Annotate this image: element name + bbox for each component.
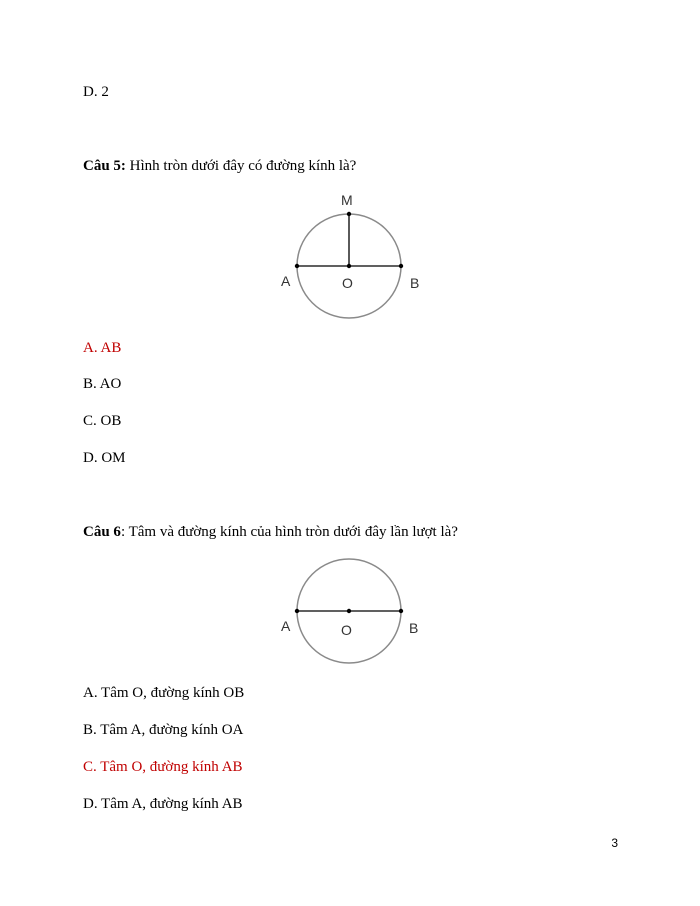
- q6-option-a: A. Tâm O, đường kính OB: [83, 685, 245, 701]
- q5-option-c: C. OB: [83, 413, 122, 429]
- label-a-q5: A: [281, 273, 291, 289]
- question-5-label: Câu 5:: [83, 158, 126, 174]
- point-m-q5: [347, 212, 351, 216]
- label-b-q6: B: [409, 620, 419, 636]
- q6-option-b: B. Tâm A, đường kính OA: [83, 722, 244, 738]
- q5-option-b: B. AO: [83, 376, 122, 392]
- q6-option-d: D. Tâm A, đường kính AB: [83, 796, 243, 812]
- point-o-q6: [347, 609, 351, 613]
- question-5: [83, 157, 356, 175]
- question-6-text: : Tâm và đường kính của hình tròn dưới đây lần lượt là?: [120, 524, 458, 540]
- prev-option-d: D. 2: [83, 84, 109, 100]
- point-a-q5: [295, 264, 299, 268]
- label-b-q5: B: [410, 275, 420, 291]
- question-6: [83, 523, 458, 541]
- point-o-q5: [347, 264, 351, 268]
- label-o-q5: O: [342, 275, 353, 291]
- q5-option-d: D. OM: [83, 450, 126, 466]
- question-5-text: Hình tròn dưới đây có đường kính là?: [125, 158, 357, 174]
- point-b-q5: [399, 264, 403, 268]
- page-number: 3: [611, 836, 618, 850]
- q6-option-c: C. Tâm O, đường kính AB: [83, 759, 243, 775]
- circle-figure-q5: [270, 185, 430, 325]
- point-a-q6: [295, 609, 299, 613]
- point-b-q6: [399, 609, 403, 613]
- question-6-label: Câu 6: [83, 524, 121, 540]
- label-a-q6: A: [281, 618, 291, 634]
- q5-option-a: A. AB: [83, 340, 122, 356]
- circle-figure-q6: [270, 555, 430, 675]
- label-o-q6: O: [341, 622, 352, 638]
- label-m-q5: M: [341, 192, 353, 208]
